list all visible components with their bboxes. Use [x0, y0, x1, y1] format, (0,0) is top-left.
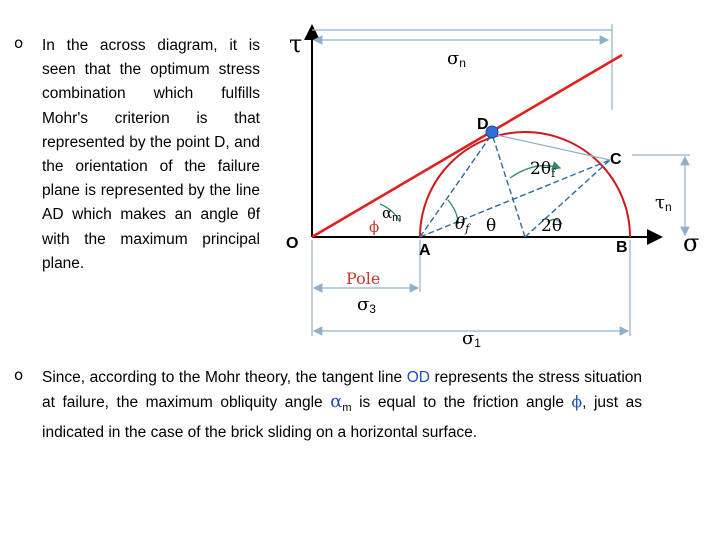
para2-text-3: is equal to the friction angle — [351, 394, 572, 412]
para2-text-2: represents the stress situation at failure, the maximum obliquity angle — [42, 369, 642, 412]
point-A-label: A — [419, 242, 431, 259]
od-highlight: OD — [406, 369, 430, 386]
phi-symbol: ϕ — [571, 393, 583, 412]
two-theta-f-label: 2θf — [530, 159, 556, 180]
point-D-label: D — [477, 116, 489, 133]
sigma-axis-label: σ — [683, 229, 700, 257]
chord-DC — [492, 134, 610, 160]
sigma1-label: σ1 — [462, 328, 481, 350]
para2-text-1: Since, according to the Mohr theory, the tangent line — [42, 369, 407, 386]
paragraph-mohr-criterion: In the across diagram, it is seen that the optimum stress combination which fulfills Mohr's criterion is that represented by the point D, and the orientation of the failure plane is represented by the line AD which makes an angle θf with the maximum principal plane. — [42, 37, 260, 272]
para2-text-4: , just as indicated in the case of the brick sliding on a horizontal surface. — [42, 394, 642, 441]
tau-axis-label: τ — [289, 30, 303, 58]
phi-label: ϕ — [369, 218, 380, 236]
line-AC — [420, 160, 610, 237]
sigma-n-label: σn — [447, 48, 466, 70]
line-center-D — [492, 134, 525, 237]
point-B-label: B — [616, 239, 628, 256]
tau-n-label: τn — [655, 192, 672, 214]
two-theta-label: 2θ — [541, 216, 563, 236]
point-C-label: C — [610, 151, 622, 168]
alpha-subscript: m — [342, 402, 352, 415]
point-O-label: O — [286, 235, 299, 252]
bullet-marker-2: o — [14, 366, 24, 384]
alpha-m-label: $\alpha_m$ — [382, 204, 402, 224]
mohr-circle-arc — [420, 132, 630, 237]
theta-f-label: θf — [455, 214, 470, 235]
paragraph-mohr-theory — [42, 366, 642, 445]
bullet-marker-1: o — [14, 34, 24, 52]
sigma3-label: σ3 — [357, 294, 376, 316]
theta-label: θ — [486, 216, 497, 236]
alpha-symbol: α — [330, 391, 343, 413]
pole-label: Pole — [346, 269, 381, 288]
